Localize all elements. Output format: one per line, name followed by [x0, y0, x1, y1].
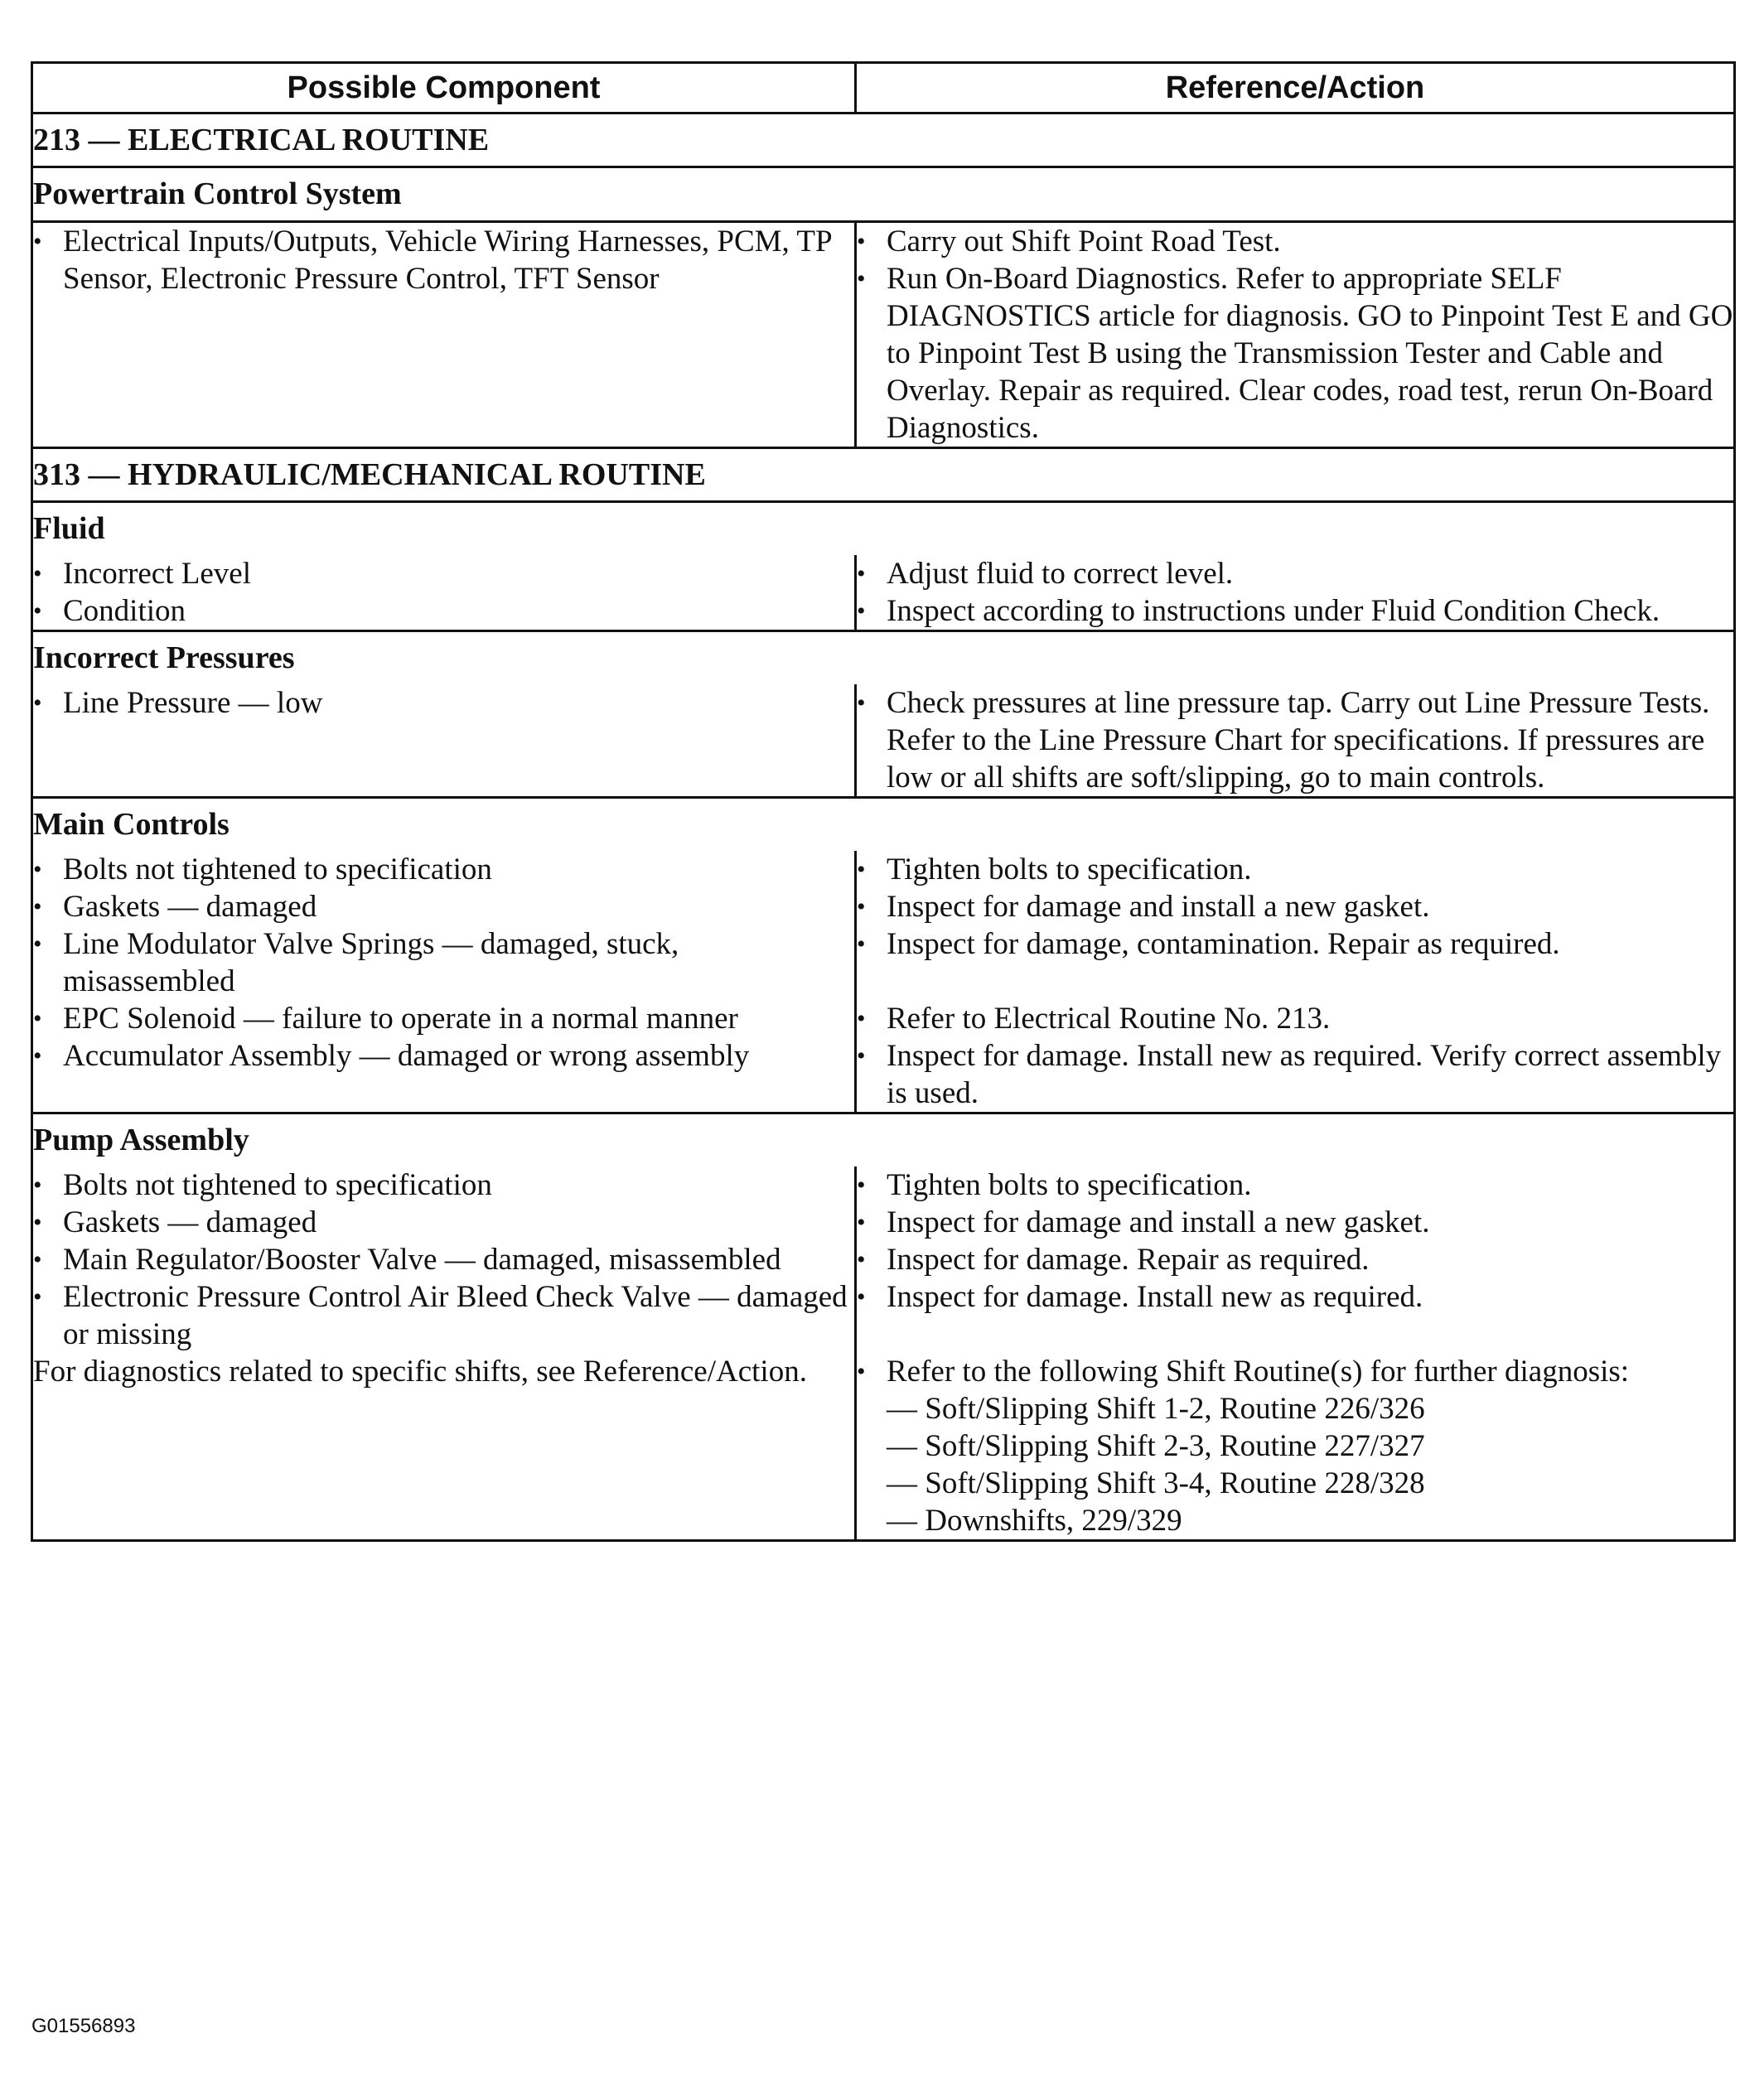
list-item	[33, 1037, 854, 1075]
action-text: Refer to Electrical Routine No. 213.	[887, 1002, 1331, 1036]
group-row-fluid	[32, 502, 1735, 556]
list-item	[857, 851, 1733, 888]
table-row	[32, 555, 1735, 592]
component-text: Gaskets — damaged	[63, 890, 317, 924]
action-text: Adjust fluid to correct level.	[887, 557, 1234, 591]
figure-id: G01556893	[31, 2015, 136, 2037]
bullet-icon: •	[857, 560, 866, 587]
column-header-action: Reference/Action	[856, 63, 1735, 114]
list-item	[857, 1278, 1733, 1316]
routine-line: — Soft/Slipping Shift 1-2, Routine 226/326	[887, 1392, 1425, 1426]
action-text: Tighten bolts to specification.	[887, 1168, 1252, 1202]
list-item	[857, 1037, 1733, 1112]
diagnosis-table	[31, 61, 1736, 1542]
table-row	[32, 1000, 1735, 1037]
bullet-icon: •	[33, 1005, 42, 1032]
action-text: Check pressures at line pressure tap. Carry out Line Pressure Tests. Refer to the Line Pressure Chart for specifications. If pressures are low or all shifts are soft/slipping, go to main controls.	[887, 686, 1710, 795]
action-text: Inspect for damage, contamination. Repair as required.	[887, 927, 1560, 961]
bullet-icon: •	[33, 1246, 42, 1273]
table-row	[32, 888, 1735, 925]
component-text: Main Regulator/Booster Valve — damaged, misassembled	[63, 1243, 781, 1277]
list-item	[857, 1204, 1733, 1241]
table-header-row	[32, 63, 1735, 114]
component-text: EPC Solenoid — failure to operate in a normal manner	[63, 1002, 738, 1036]
component-text: Line Pressure — low	[63, 686, 323, 720]
table-row	[32, 1037, 1735, 1113]
list-item	[857, 1167, 1733, 1204]
list-item	[857, 888, 1733, 925]
section-title-hydraulic: 313 — HYDRAULIC/MECHANICAL ROUTINE	[32, 448, 1735, 502]
group-title-powertrain: Powertrain Control System	[32, 167, 1735, 222]
action-text: Inspect according to instructions under Fluid Condition Check.	[887, 594, 1660, 628]
list-item	[33, 1278, 854, 1353]
bullet-icon: •	[857, 1171, 866, 1199]
column-header-component: Possible Component	[32, 63, 856, 114]
routine-line: — Soft/Slipping Shift 3-4, Routine 228/328	[887, 1466, 1425, 1500]
action-text: Inspect for damage. Install new as required. Verify correct assembly is used.	[887, 1039, 1722, 1110]
routine-text: Soft/Slipping Shift 2-3, Routine 227/327	[925, 1429, 1425, 1463]
table-row	[32, 1167, 1735, 1204]
action-text: Inspect for damage and install a new gasket.	[887, 890, 1430, 924]
bullet-icon: •	[857, 597, 866, 625]
bullet-icon: •	[33, 930, 42, 958]
bullet-icon: •	[857, 1358, 866, 1385]
shift-note-text: For diagnostics related to specific shifts, see Reference/Action.	[33, 1355, 807, 1389]
bullet-icon: •	[857, 1209, 866, 1236]
bullet-icon: •	[857, 930, 866, 958]
bullet-icon: •	[33, 1171, 42, 1199]
list-item	[33, 1204, 854, 1241]
bullet-icon: •	[33, 1283, 42, 1311]
action-text: Carry out Shift Point Road Test.	[887, 225, 1281, 258]
action-text: Run On-Board Diagnostics. Refer to appropriate SELF DIAGNOSTICS article for diagnosis. GO to Pinpoint Test E and GO to Pinpoint Test B using the Transmission Tester and Cable and Overlay. Repair as required. Clear codes, road test, rerun On-Board Diagnostics.	[887, 262, 1733, 445]
list-item	[33, 888, 854, 925]
table-row	[32, 851, 1735, 888]
table-row	[32, 1204, 1735, 1241]
routine-text: Downshifts, 229/329	[925, 1504, 1182, 1538]
list-item	[33, 925, 854, 1000]
routine-text: Soft/Slipping Shift 1-2, Routine 226/326	[925, 1392, 1425, 1426]
table-row	[32, 684, 1735, 798]
component-text: Gaskets — damaged	[63, 1205, 317, 1239]
component-text: Electrical Inputs/Outputs, Vehicle Wiring Harnesses, PCM, TP Sensor, Electronic Pressure Control, TFT Sensor	[63, 225, 832, 296]
action-text: Inspect for damage. Install new as required.	[887, 1280, 1423, 1314]
routine-text: Soft/Slipping Shift 3-4, Routine 228/328	[925, 1466, 1425, 1500]
routine-line: — Soft/Slipping Shift 2-3, Routine 227/327	[887, 1429, 1425, 1463]
action-text: Inspect for damage. Repair as required.	[887, 1243, 1370, 1277]
list-item	[857, 555, 1733, 592]
bullet-icon: •	[857, 1042, 866, 1070]
bullet-icon: •	[857, 1283, 866, 1311]
list-item	[857, 1000, 1733, 1037]
bullet-icon: •	[857, 689, 866, 717]
list-item	[33, 1000, 854, 1037]
section-row-electrical	[32, 114, 1735, 167]
list-item	[857, 1353, 1733, 1390]
component-text: Bolts not tightened to specification	[63, 853, 492, 886]
table-row	[32, 592, 1735, 631]
table-row	[32, 1353, 1735, 1541]
bullet-icon: •	[33, 1042, 42, 1070]
group-row-main-controls	[32, 798, 1735, 852]
group-title-pressures: Incorrect Pressures	[32, 631, 1735, 685]
group-title-pump: Pump Assembly	[32, 1113, 1735, 1167]
list-item	[857, 592, 1733, 630]
table-row	[32, 1241, 1735, 1278]
list-item	[33, 684, 854, 722]
list-item	[33, 1241, 854, 1278]
action-text: Refer to the following Shift Routine(s) for further diagnosis:	[887, 1355, 1630, 1389]
component-text: Electronic Pressure Control Air Bleed Check Valve — damaged or missing	[63, 1280, 848, 1351]
bullet-icon: •	[33, 597, 42, 625]
bullet-icon: •	[857, 856, 866, 883]
list-item	[33, 1167, 854, 1204]
bullet-icon: •	[857, 228, 866, 255]
group-row-pressures	[32, 631, 1735, 685]
bullet-icon: •	[857, 1246, 866, 1273]
list-item	[857, 1241, 1733, 1278]
bullet-icon: •	[33, 689, 42, 717]
table-row	[32, 1278, 1735, 1353]
group-title-fluid: Fluid	[32, 502, 1735, 556]
component-text: Accumulator Assembly — damaged or wrong assembly	[63, 1039, 750, 1073]
bullet-icon: •	[857, 1005, 866, 1032]
action-text: Inspect for damage and install a new gasket.	[887, 1205, 1430, 1239]
bullet-icon: •	[33, 560, 42, 587]
component-text: Line Modulator Valve Springs — damaged, stuck, misassembled	[63, 927, 679, 998]
bullet-icon: •	[857, 265, 866, 292]
bullet-icon: •	[33, 893, 42, 920]
list-item	[857, 260, 1733, 447]
component-text: Bolts not tightened to specification	[63, 1168, 492, 1202]
section-title-electrical: 213 — ELECTRICAL ROUTINE	[32, 114, 1735, 167]
list-item	[33, 555, 854, 592]
routine-line: — Downshifts, 229/329	[887, 1504, 1182, 1538]
section-row-hydraulic	[32, 448, 1735, 502]
group-row-pump	[32, 1113, 1735, 1167]
bullet-icon: •	[33, 228, 42, 255]
list-item	[857, 684, 1733, 796]
table-row	[32, 925, 1735, 1000]
table-row	[32, 222, 1735, 448]
list-item	[33, 592, 854, 630]
group-title-main-controls: Main Controls	[32, 798, 1735, 852]
group-row-powertrain	[32, 167, 1735, 222]
list-item	[33, 223, 854, 297]
list-item	[857, 925, 1733, 963]
list-item	[33, 851, 854, 888]
bullet-icon: •	[33, 856, 42, 883]
bullet-icon: •	[33, 1209, 42, 1236]
list-item	[857, 223, 1733, 260]
action-text: Tighten bolts to specification.	[887, 853, 1252, 886]
component-text: Incorrect Level	[63, 557, 251, 591]
bullet-icon: •	[857, 893, 866, 920]
component-text: Condition	[63, 594, 186, 628]
